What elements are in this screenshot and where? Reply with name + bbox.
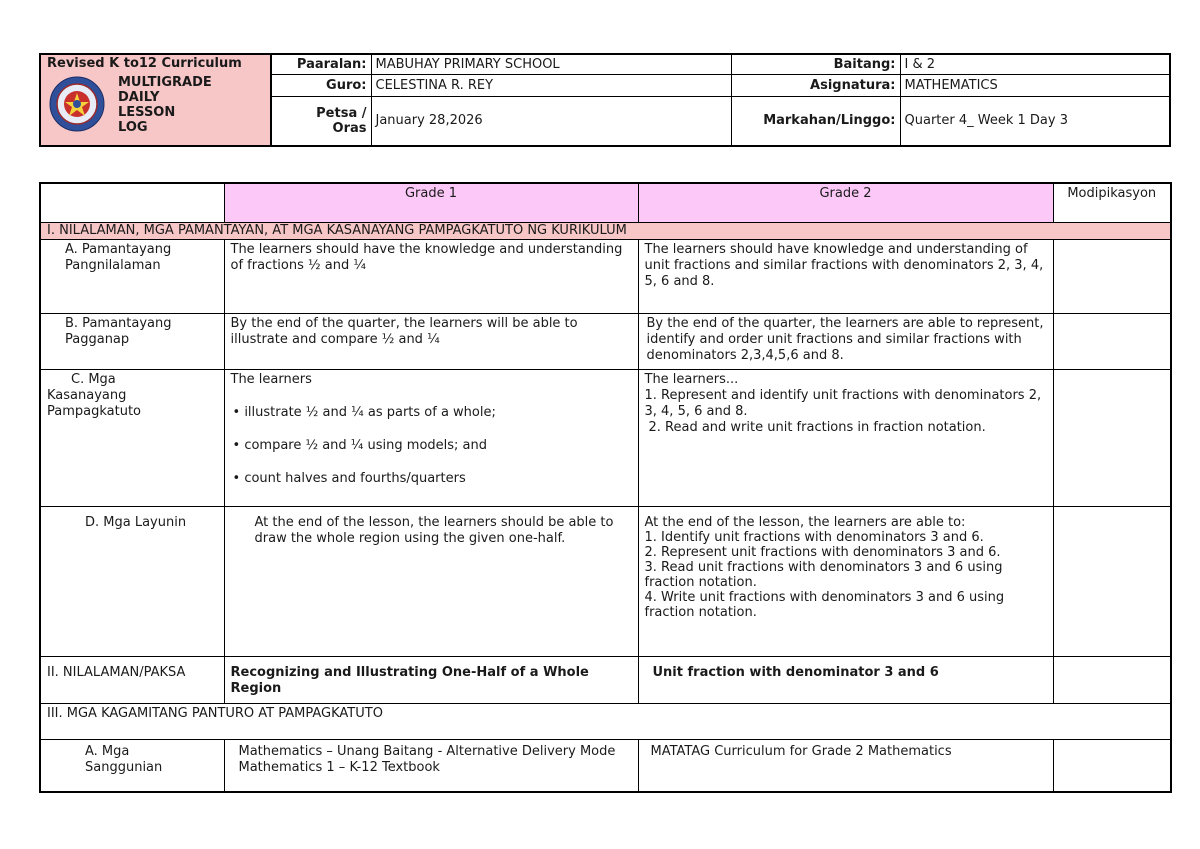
row-b-label [40, 313, 224, 369]
row-c-grade-1 [224, 369, 638, 506]
lesson-log-table [39, 182, 1172, 793]
row-b-label-line: B. Pamantayang [65, 315, 172, 331]
row-ii-grade-2: Unit fraction with denominator 3 and 6 [638, 656, 1053, 703]
asignatura-value: MATHEMATICS [900, 74, 1170, 96]
asignatura-label: Asignatura: [731, 74, 900, 96]
curriculum-logo-cell [40, 54, 271, 146]
row-c-label-line: Pampagkatuto [47, 403, 142, 419]
sanggunian-label-line: Sanggunian [85, 759, 163, 775]
row-a-modipikasyon [1053, 239, 1171, 313]
log-title-line: LESSON [118, 105, 176, 120]
petsa-label [271, 96, 371, 146]
row-a-label-line: Pangnilalaman [65, 257, 161, 273]
modipikasyon-header: Modipikasyon [1053, 183, 1171, 222]
section-3-heading: III. MGA KAGAMITANG PANTURO AT PAMPAGKATUTO [40, 703, 1171, 739]
curriculum-title: Revised K to12 Curriculum [47, 56, 242, 71]
row-c-label-line: C. Mga [71, 371, 116, 387]
blank-header-cell [40, 183, 224, 222]
row-a-grade-1: The learners should have the knowledge and understanding of fractions ½ and ¼ [224, 239, 638, 313]
list-item: • illustrate ½ and ¼ as parts of a whole; [231, 405, 632, 421]
row-ii-modipikasyon [1053, 656, 1171, 703]
row-c-modipikasyon [1053, 369, 1171, 506]
petsa-label-line: Petsa / [316, 105, 367, 121]
row-ii-label: II. NILALAMAN/PAKSA [40, 656, 224, 703]
row-d-grade-2-line: 1. Identify unit fractions with denominators 3 and 6. [644, 529, 984, 545]
row-b-grade-2: By the end of the quarter, the learners are able to represent, identify and order unit fractions and similar fractions with denominators 2,3,4,5,6 and 8. [638, 313, 1053, 369]
row-d-grade-2-line: 2. Represent unit fractions with denominators 3 and 6. [644, 544, 1001, 560]
paaralan-label: Paaralan: [271, 54, 371, 74]
baitang-label: Baitang: [731, 54, 900, 74]
sanggunian-grade-1 [224, 739, 638, 792]
row-c-grade-1-intro: The learners [230, 371, 312, 387]
oras-label-line: Oras [332, 120, 367, 136]
paaralan-value: MABUHAY PRIMARY SCHOOL [371, 54, 731, 74]
sanggunian-grade-2-line: MATATAG Curriculum for Grade 2 Mathematics [650, 743, 952, 759]
grade-1-header: Grade 1 [224, 183, 638, 222]
row-d-grade-2-line: At the end of the lesson, the learners are able to: [644, 514, 966, 530]
header-table [39, 53, 1171, 147]
list-item: • count halves and fourths/quarters [231, 471, 632, 487]
grade-2-header: Grade 2 [638, 183, 1053, 222]
row-d-grade-2-line: 4. Write unit fractions with denominators 3 and 6 using fraction notation. [644, 589, 1005, 620]
markahan-value: Quarter 4_ Week 1 Day 3 [900, 96, 1170, 146]
guro-label: Guro: [271, 74, 371, 96]
sanggunian-label [40, 739, 224, 792]
row-a-label-line: A. Pamantayang [65, 241, 172, 257]
row-d-grade-1: At the end of the lesson, the learners should be able to draw the whole region using the given one-half. [224, 506, 638, 656]
row-a-label [40, 239, 224, 313]
log-title-line: MULTIGRADE [118, 75, 212, 90]
sanggunian-label-line: A. Mga [85, 743, 130, 759]
row-d-grade-2-line: 3. Read unit fractions with denominators 3 and 6 using fraction notation. [644, 559, 1003, 590]
row-c-grade-1-list [231, 405, 632, 487]
row-d-label: D. Mga Layunin [40, 506, 224, 656]
log-title-line: DAILY [118, 90, 160, 105]
list-item: • compare ½ and ¼ using models; and [231, 438, 632, 454]
daily-lesson-log-title [118, 75, 212, 135]
row-c-grade-2 [638, 369, 1053, 506]
row-d-grade-2 [638, 506, 1053, 656]
markahan-label: Markahan/Linggo: [731, 96, 900, 146]
row-b-label-line: Pagganap [65, 331, 130, 347]
section-1-heading: I. NILALAMAN, MGA PAMANTAYAN, AT MGA KASANAYANG PAMPAGKATUTO NG KURIKULUM [40, 222, 1171, 239]
row-c-label [40, 369, 224, 506]
baitang-value: I & 2 [900, 54, 1170, 74]
deped-seal-icon [49, 76, 105, 132]
petsa-value: January 28,2026 [371, 96, 731, 146]
row-c-grade-2-line: 2. Read and write unit fractions in fraction notation. [648, 419, 986, 435]
row-c-grade-2-line: 1. Represent and identify unit fractions with denominators 2, 3, 4, 5, 6 and 8. [644, 387, 1042, 419]
row-d-modipikasyon [1053, 506, 1171, 656]
row-b-grade-1: By the end of the quarter, the learners will be able to illustrate and compare ½ and ¼ [224, 313, 638, 369]
sanggunian-grade-1-line: Mathematics 1 – K-12 Textbook [238, 759, 440, 775]
row-b-modipikasyon [1053, 313, 1171, 369]
guro-value: CELESTINA R. REY [371, 74, 731, 96]
log-title-line: LOG [118, 120, 148, 135]
sanggunian-modipikasyon [1053, 739, 1171, 792]
row-a-grade-2: The learners should have knowledge and understanding of unit fractions and similar fractions with denominators 2, 3, 4, 5, 6 and 8. [638, 239, 1053, 313]
row-c-grade-2-line: The learners... [644, 371, 739, 387]
row-ii-grade-1: Recognizing and Illustrating One-Half of a Whole Region [224, 656, 638, 703]
sanggunian-grade-1-line: Mathematics – Unang Baitang - Alternative Delivery Mode [238, 743, 616, 759]
sanggunian-grade-2 [638, 739, 1053, 792]
row-c-label-line: Kasanayang [47, 387, 127, 403]
